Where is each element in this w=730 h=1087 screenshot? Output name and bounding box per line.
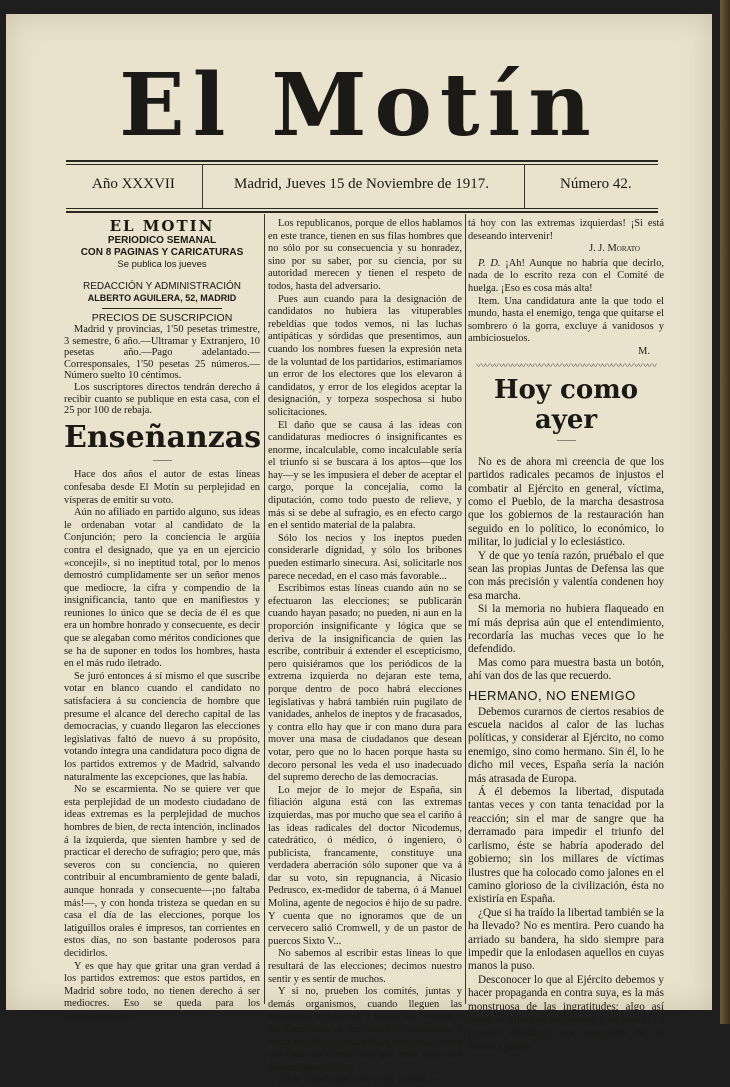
infobox-line-1: PERIODICO SEMANAL — [107, 235, 217, 246]
article1-cont-paragraph: Lo mejor de lo mejor de España, sin filiación alguna está con las extremas izquierdas, mas por mucho que sea el cariño á las ideas radicales del doctor Nicodemus, catedrático, ó médico, ó ingeniero, ó publicista, francamente, constituye una verdadera aberración sólo suponer que va á dar su voto, sin repugnancia, á Nicasio Pedrusco, ex-medidor de taberna, ó á Manuel Molina, agente de negocios é hijo de su padre. Y cuenta que no ignoramos que de un cervecero salió Cromwell, y de un pastor de puercos Sixto V... — [268, 784, 462, 947]
postscript-text: ¡Ah! Aunque no habría que decirlo, nada de lo escrito reza con el Comité de huelga. ¡Eso es cosa más alta! — [468, 257, 664, 294]
issue-number: Número 42. — [560, 176, 632, 192]
year-label: Año XXXVII — [92, 176, 175, 192]
date-line: Madrid, Jueves 15 de Noviembre de 1917. — [234, 176, 489, 192]
article1-cont-paragraph: ¡Si la España que vale y que cuenta es- — [278, 1074, 441, 1086]
postscript-label: P. D. — [478, 257, 501, 269]
article1-cont-paragraph: Sólo los necios y los ineptos pueden considerarle dignidad, y sólo los bribones pueden estimarlo sinecura. Así, solicitarle nos parece necedad, en el caso más favorable... — [268, 532, 462, 582]
article2-paragraph: Si la memoria no hubiera flaqueado en mí más deprisa aún que el entendimiento, recordaría las muchas veces que lo he defendido. — [468, 603, 664, 656]
article2-paragraph: Y de que yo tenía razón, pruébalo el que sean las propias Juntas de Defensa las que con más precisión y valentía condenen hoy esa marcha. — [468, 549, 664, 602]
date-divider-1 — [202, 164, 203, 208]
article1-end-paragraph: tá hoy con las extremas izquierdas! ¡Si está deseando intervenir! — [468, 218, 664, 242]
article1-cont-paragraph: Pues aun cuando para la designación de candidatos no hubiera las vituperables rebeldías que todos vemos, ni las luchas antipáticas y sórdidas que presentimos, aun cuando los nombres fuesen la expresión neta de la voluntad de los partidarios, estimaríamos un error de los electores que los elevaron á candidatos, y error de los elegidos aceptar la designación, y torpeza sospechosa si hubo solicitaciones. — [268, 293, 462, 418]
item-text: Item. Una candidatura ante la que todo el mundo, hasta el enemigo, tenga que quitarse el sombrero ó la gorra, excluye á vanidosos y ambiciosuelos. — [468, 295, 664, 345]
article1-paragraph: Aún no afiliado en partido alguno, sus ideas le ordenaban votar al candidato de la Conjunción; pero la conciencia le argüía contra el designado, que ya en un ejercicio «concejil», si no ineptitud total, por lo menos demostró cumplidamente ser un señor menos que mediocre, la cifra y compendio de la insignificancia, tanto que en manifiestos y reuniones lo único que se decía de él es que era un hombre honrado y consecuente, es decir que se alegaban como méritos condiciones que se ha de suponer en todos los hombres, hasta en el más rudo iletrado. — [64, 507, 260, 670]
signature: J. J. Morato — [589, 243, 640, 255]
article2-paragraph: Mas como para muestra basta un botón, ahí van dos de las que recuerdo. — [468, 656, 664, 683]
item-initial: M. — [638, 345, 650, 357]
infobox-line-3: Se publica los jueves — [117, 259, 207, 270]
column-separator-2 — [465, 214, 466, 1004]
article2-heading: Hoy como ayer — [493, 375, 639, 436]
infobox-rule — [102, 308, 222, 309]
article1-body — [64, 469, 260, 1023]
ornament-dash: —— — [557, 435, 575, 447]
admin-address: ALBERTO AGUILERA, 52, MADRID — [87, 293, 237, 303]
article1-paragraph: Y es que hay que gritar una gran verdad á los partidos extremos: que estos partidos, en Madrid sobre todo, no tienen derecho á ser mediocres. Eso se queda para los gubernamentales. — [64, 960, 260, 1022]
article3-heading: HERMANO, NO ENEMIGO — [468, 687, 636, 703]
article1-cont-paragraph: Escribimos estas líneas cuando aún no se efectuaron las elecciones; se publicarán cuando hayan pasado; no pueden, ni aun en la proporción insignificante y lógica que se deriva de la insignificancia de quien las escribe, contribuir á extender el escepticismo, pero quisiéramos que los periódicos de la extrema izquierda no dejaran este tema, porque dentro de poco habrá elecciones legislativas y habrá también ruin pugilato de vanidades, anhelos de ineptos y de fracasados, y contra ello hay que ir con mano dura para mover una masa de ciudadanos que desean votar, pero que no lo hacen porque hasta su decoro personal les veda el uso inadecuado del supremo derecho de las democracias. — [268, 583, 462, 784]
article1-cont-paragraph: Y si no, prueben los comités, juntas y demás organismos, cuando lleguen las elecciones legislativas, á buscar los Wambas ó los Cincinatos de los partidos respectivos, y verán no sólo que estas ideas tienen más votos que todas las demás, sino que estos votos son de verdadera calidad. — [268, 986, 462, 1073]
infobox-title: EL MOTIN — [109, 217, 215, 235]
date-rule-bottom — [66, 208, 658, 209]
column-3 — [468, 218, 664, 1054]
admin-title: REDACCIÓN Y ADMINISTRACIÓN — [83, 281, 241, 292]
column-1 — [64, 218, 260, 1023]
article2-paragraph: No es de ahora mi creencia de que los partidos radicales pecamos de injustos el combatir al Ejército en general, víctima, como el Pueblo, de la marcha desastrosa que los gobiernos de la restauración han seguido en lo político, lo económico, lo militar, lo judicial y lo eclesiástico. — [468, 455, 664, 549]
prices-title: PRECIOS DE SUSCRIPCION — [91, 312, 233, 324]
postscript — [468, 258, 664, 296]
article3-paragraph: Á él debemos la libertad, disputada tantas veces y con tanta tenacidad por la reacción; sin el mar de sangre que ha derramado para impedir el triunfo del carlismo, éste se habría apoderado del gobierno; sin los millares de víctimas ilustres que ha colocado como jalones en el camino glorioso de la civilización, ésta no existiría en España. — [468, 786, 664, 906]
newspaper-page — [6, 14, 712, 1086]
date-rule-bottom-thick — [66, 211, 658, 213]
ornament-dash: —— — [153, 454, 171, 466]
article1-paragraph: Hace dos años el autor de estas líneas confesaba desde El Motín su perplejidad en vísperas de emitir su voto. — [64, 469, 260, 506]
prices-text: Madrid y provincias, 1'50 pesetas trimestre, 3 semestre, 6 año.—Ultramar y Extranjero, 10 pesetas año.—Pago adelantado.—Corresponsales, 1'50 pesetas 25 números.—Número suelto 10 céntimos. — [64, 324, 260, 382]
binding-edge — [720, 0, 730, 1024]
article3-paragraph: Desconocer lo que al Ejército debemos y hacer propaganda en contra suya, es la más monstruosa de las ingratitudes; algo así como el hijo que abofeteara á su padre. Es preciso olvidarse por completo de la historia patria — [468, 973, 664, 1053]
date-rule-top — [66, 160, 658, 162]
column-separator-1 — [264, 214, 265, 1004]
masthead-title: El Motín — [119, 55, 599, 156]
section-ornament: 〰〰〰〰〰〰〰〰〰〰〰〰〰〰〰〰〰〰〰〰 — [476, 360, 656, 372]
article1-heading: Enseñanzas — [64, 419, 262, 455]
article1-paragraph: No se escarmienta. No se quiere ver que esta perplejidad de un modesto ciudadano de ideas extremas es la perplejidad de muchos hombres de bien, de recta intención, inclinados á la izquierda, que sienten hambre y sed de practicar el derecho de sufragio; pero que, más severos con su conciencia, no quieren contribuir al encumbramiento de gente baladí, aunque honrada y consecuente—¡no faltaba más!—, y con honda tristeza se quedan en su casa el día de las elecciones, porque los latiguillos orales é impresos, tan corrientes en estos días, no son bastante poderosos para decidirlos. — [64, 784, 260, 959]
article1-cont-paragraph: El daño que se causa á las ideas con candidaturas mediocres ó insignificantes es enorme, incalculable, como incalculable sería el triunfo si se buscara á los aptos—que los hay—y se les impusiera el deber de aceptar el cargo, porque la concejalía, como la diputación, como todo puesto de relieve, y más si se debe al sufragio, es en efecto cargo en el sentido material de la palabra. — [268, 419, 462, 532]
article3-paragraph: ¿Que si ha traído la libertad también se la ha llevado? No es mentira. Pero cuando ha arriado su bandera, ha sido siempre para impedir que la enlodasen aquellos en cuyas manos la puso. — [468, 906, 664, 973]
article1-cont-paragraph: Los republicanos, porque de ellos hablamos en este trance, tienen en sus filas hombres que no sólo por su consecuencia y su honradez, sino por su saber, por su ciencia, por su autoridad merecen y tienen el respeto de todos, hasta del adversario. — [268, 218, 462, 292]
infobox-line-2: CON 8 PAGINAS Y CARICATURAS — [80, 247, 244, 258]
date-bar — [66, 164, 658, 208]
subscribers-text: Los suscriptores directos tendrán derecho á recibir cuanto se publique en esta casa, con el 25 por 100 de rebaja. — [64, 381, 260, 417]
article3-paragraph: Debemos curarnos de ciertos resabios de escuela nacidos al calor de las luchas políticas, y considerar al Ejército, no como enemigo, sino como hermano. Sin él, lo he dicho mil veces, España sería la nación más atrasada de Europa. — [468, 705, 664, 785]
article1-cont-paragraph: No sabemos al escribir estas líneas lo que resultará de las elecciones; decimos nuestro sentir y es sentir de muchos. — [268, 948, 462, 985]
article1-paragraph: Se juró entonces á sí mismo el que suscribe votar en blanco cuando el candidato no satisfaciera á su conciencia de hombre que presume el alcance del derecho capital de las democracias, y cuando llegaron las elecciones legislativas faltó de nuevo á su propósito, votando íntegra una candidatura poco digna de los partidos extremos y de Madrid, salvando naturalmente las excepciones, que las había. — [64, 670, 260, 783]
column-2 — [268, 218, 462, 1087]
date-divider-2 — [524, 164, 525, 208]
